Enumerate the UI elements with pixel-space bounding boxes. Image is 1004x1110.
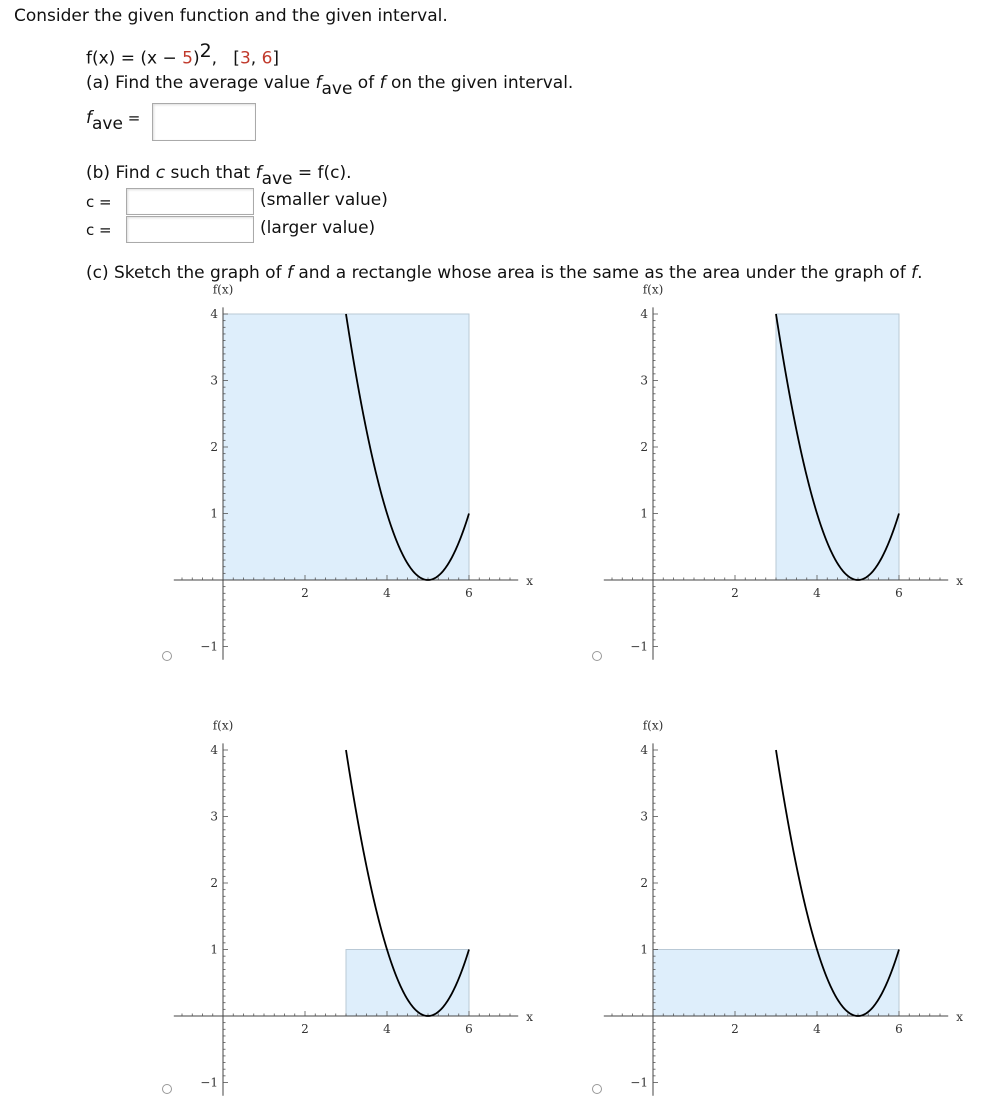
chart-2 bbox=[604, 282, 963, 659]
interval-start: 3 bbox=[239, 48, 251, 69]
part-b-question bbox=[86, 163, 352, 189]
part-a-prefix: (a) Find the average value bbox=[86, 73, 316, 93]
part-c-suffix: . bbox=[917, 263, 923, 283]
graph-option-2-plot[interactable] bbox=[600, 282, 970, 700]
y-tick-label: 1 bbox=[640, 942, 648, 957]
y-tick-label: −1 bbox=[630, 1075, 648, 1090]
graph-option-1-plot[interactable] bbox=[170, 282, 540, 700]
fave-label-eq: = bbox=[122, 109, 141, 127]
x-tick-label: 6 bbox=[465, 1022, 473, 1036]
y-tick-label: 1 bbox=[640, 506, 648, 521]
x-tick-label: 6 bbox=[465, 586, 473, 600]
y-axis-label: f(x) bbox=[212, 718, 234, 733]
function-definition bbox=[86, 40, 279, 69]
area-rectangle bbox=[776, 314, 899, 580]
x-tick-label: 2 bbox=[731, 1022, 739, 1036]
part-b-f: f bbox=[255, 163, 262, 183]
graph-option-3-plot[interactable] bbox=[170, 718, 540, 1103]
part-b-sub: ave bbox=[261, 169, 293, 189]
c-larger-input[interactable] bbox=[127, 217, 253, 242]
y-tick-label: −1 bbox=[200, 639, 218, 654]
x-axis-label: x bbox=[526, 1010, 533, 1024]
part-c-f: f bbox=[286, 263, 293, 283]
x-tick-label: 6 bbox=[895, 1022, 903, 1036]
x-tick-label: 6 bbox=[895, 586, 903, 600]
chart-3 bbox=[174, 718, 533, 1095]
part-b-suffix: = f(c). bbox=[292, 163, 352, 183]
area-rectangle bbox=[223, 314, 469, 580]
y-tick-label: 1 bbox=[210, 506, 218, 521]
y-tick-label: 3 bbox=[640, 373, 648, 388]
y-tick-label: 2 bbox=[210, 440, 218, 454]
c-smaller-note: (smaller value) bbox=[260, 190, 388, 210]
x-tick-label: 2 bbox=[301, 1022, 309, 1036]
y-tick-label: 2 bbox=[210, 876, 218, 890]
part-c-mid: and a rectangle whose area is the same as the area under the graph of bbox=[292, 263, 912, 283]
interval-end: 6 bbox=[261, 48, 273, 69]
c-smaller-label: c = bbox=[86, 193, 112, 211]
y-tick-label: −1 bbox=[630, 639, 648, 654]
y-tick-label: 4 bbox=[210, 743, 218, 757]
part-a-mid: of bbox=[352, 73, 380, 93]
fave-input[interactable] bbox=[153, 104, 255, 140]
c-larger-note: (larger value) bbox=[260, 218, 376, 238]
chart-4 bbox=[604, 718, 963, 1095]
x-tick-label: 4 bbox=[813, 1022, 821, 1036]
y-tick-label: 3 bbox=[640, 809, 648, 824]
fave-label bbox=[86, 108, 141, 134]
part-a-f: f bbox=[315, 73, 322, 93]
y-tick-label: 4 bbox=[640, 307, 648, 321]
y-tick-label: 4 bbox=[640, 743, 648, 757]
area-rectangle bbox=[346, 950, 469, 1017]
y-axis-label: f(x) bbox=[642, 282, 664, 297]
x-tick-label: 4 bbox=[383, 1022, 391, 1036]
part-b-c: c bbox=[155, 163, 166, 183]
y-tick-label: 3 bbox=[210, 809, 218, 824]
function-exponent: 2 bbox=[199, 40, 212, 62]
c-larger-box[interactable] bbox=[126, 216, 254, 243]
y-tick-label: 3 bbox=[210, 373, 218, 388]
part-a-sub: ave bbox=[321, 79, 353, 99]
part-b-prefix: (b) Find bbox=[86, 163, 156, 183]
function-comma: , bbox=[211, 48, 218, 69]
c-smaller-input[interactable] bbox=[127, 189, 253, 214]
c-larger-label: c = bbox=[86, 221, 112, 239]
x-tick-label: 4 bbox=[813, 586, 821, 600]
fave-label-sub: ave bbox=[92, 114, 123, 134]
problem-intro: Consider the given function and the given interval. bbox=[14, 6, 448, 26]
y-tick-label: −1 bbox=[200, 1075, 218, 1090]
x-axis-label: x bbox=[956, 574, 963, 588]
y-tick-label: 2 bbox=[640, 876, 648, 890]
part-c-prefix: (c) Sketch the graph of bbox=[86, 263, 287, 283]
part-c-question bbox=[86, 263, 922, 283]
y-axis-label: f(x) bbox=[212, 282, 234, 297]
chart-1 bbox=[174, 282, 533, 659]
part-a-question bbox=[86, 73, 574, 99]
c-smaller-box[interactable] bbox=[126, 188, 254, 215]
y-tick-label: 2 bbox=[640, 440, 648, 454]
part-c-f2: f bbox=[911, 263, 918, 283]
function-lhs: f(x) = (x − bbox=[86, 48, 183, 69]
area-rectangle bbox=[653, 950, 899, 1017]
part-a-f2: f bbox=[379, 73, 386, 93]
y-axis-label: f(x) bbox=[642, 718, 664, 733]
function-shift: 5 bbox=[182, 48, 193, 69]
x-axis-label: x bbox=[956, 1010, 963, 1024]
part-a-suffix: on the given interval. bbox=[385, 73, 574, 93]
function-close: ) bbox=[192, 48, 200, 69]
y-tick-label: 1 bbox=[210, 942, 218, 957]
function-interval: [3, 6] bbox=[233, 48, 280, 69]
x-tick-label: 4 bbox=[383, 586, 391, 600]
x-tick-label: 2 bbox=[301, 586, 309, 600]
x-axis-label: x bbox=[526, 574, 533, 588]
y-tick-label: 4 bbox=[210, 307, 218, 321]
graph-option-4-plot[interactable] bbox=[600, 718, 970, 1103]
x-tick-label: 2 bbox=[731, 586, 739, 600]
fave-label-f: f bbox=[86, 108, 92, 128]
part-b-mid: such that bbox=[165, 163, 256, 183]
fave-answer-box[interactable] bbox=[152, 103, 256, 141]
